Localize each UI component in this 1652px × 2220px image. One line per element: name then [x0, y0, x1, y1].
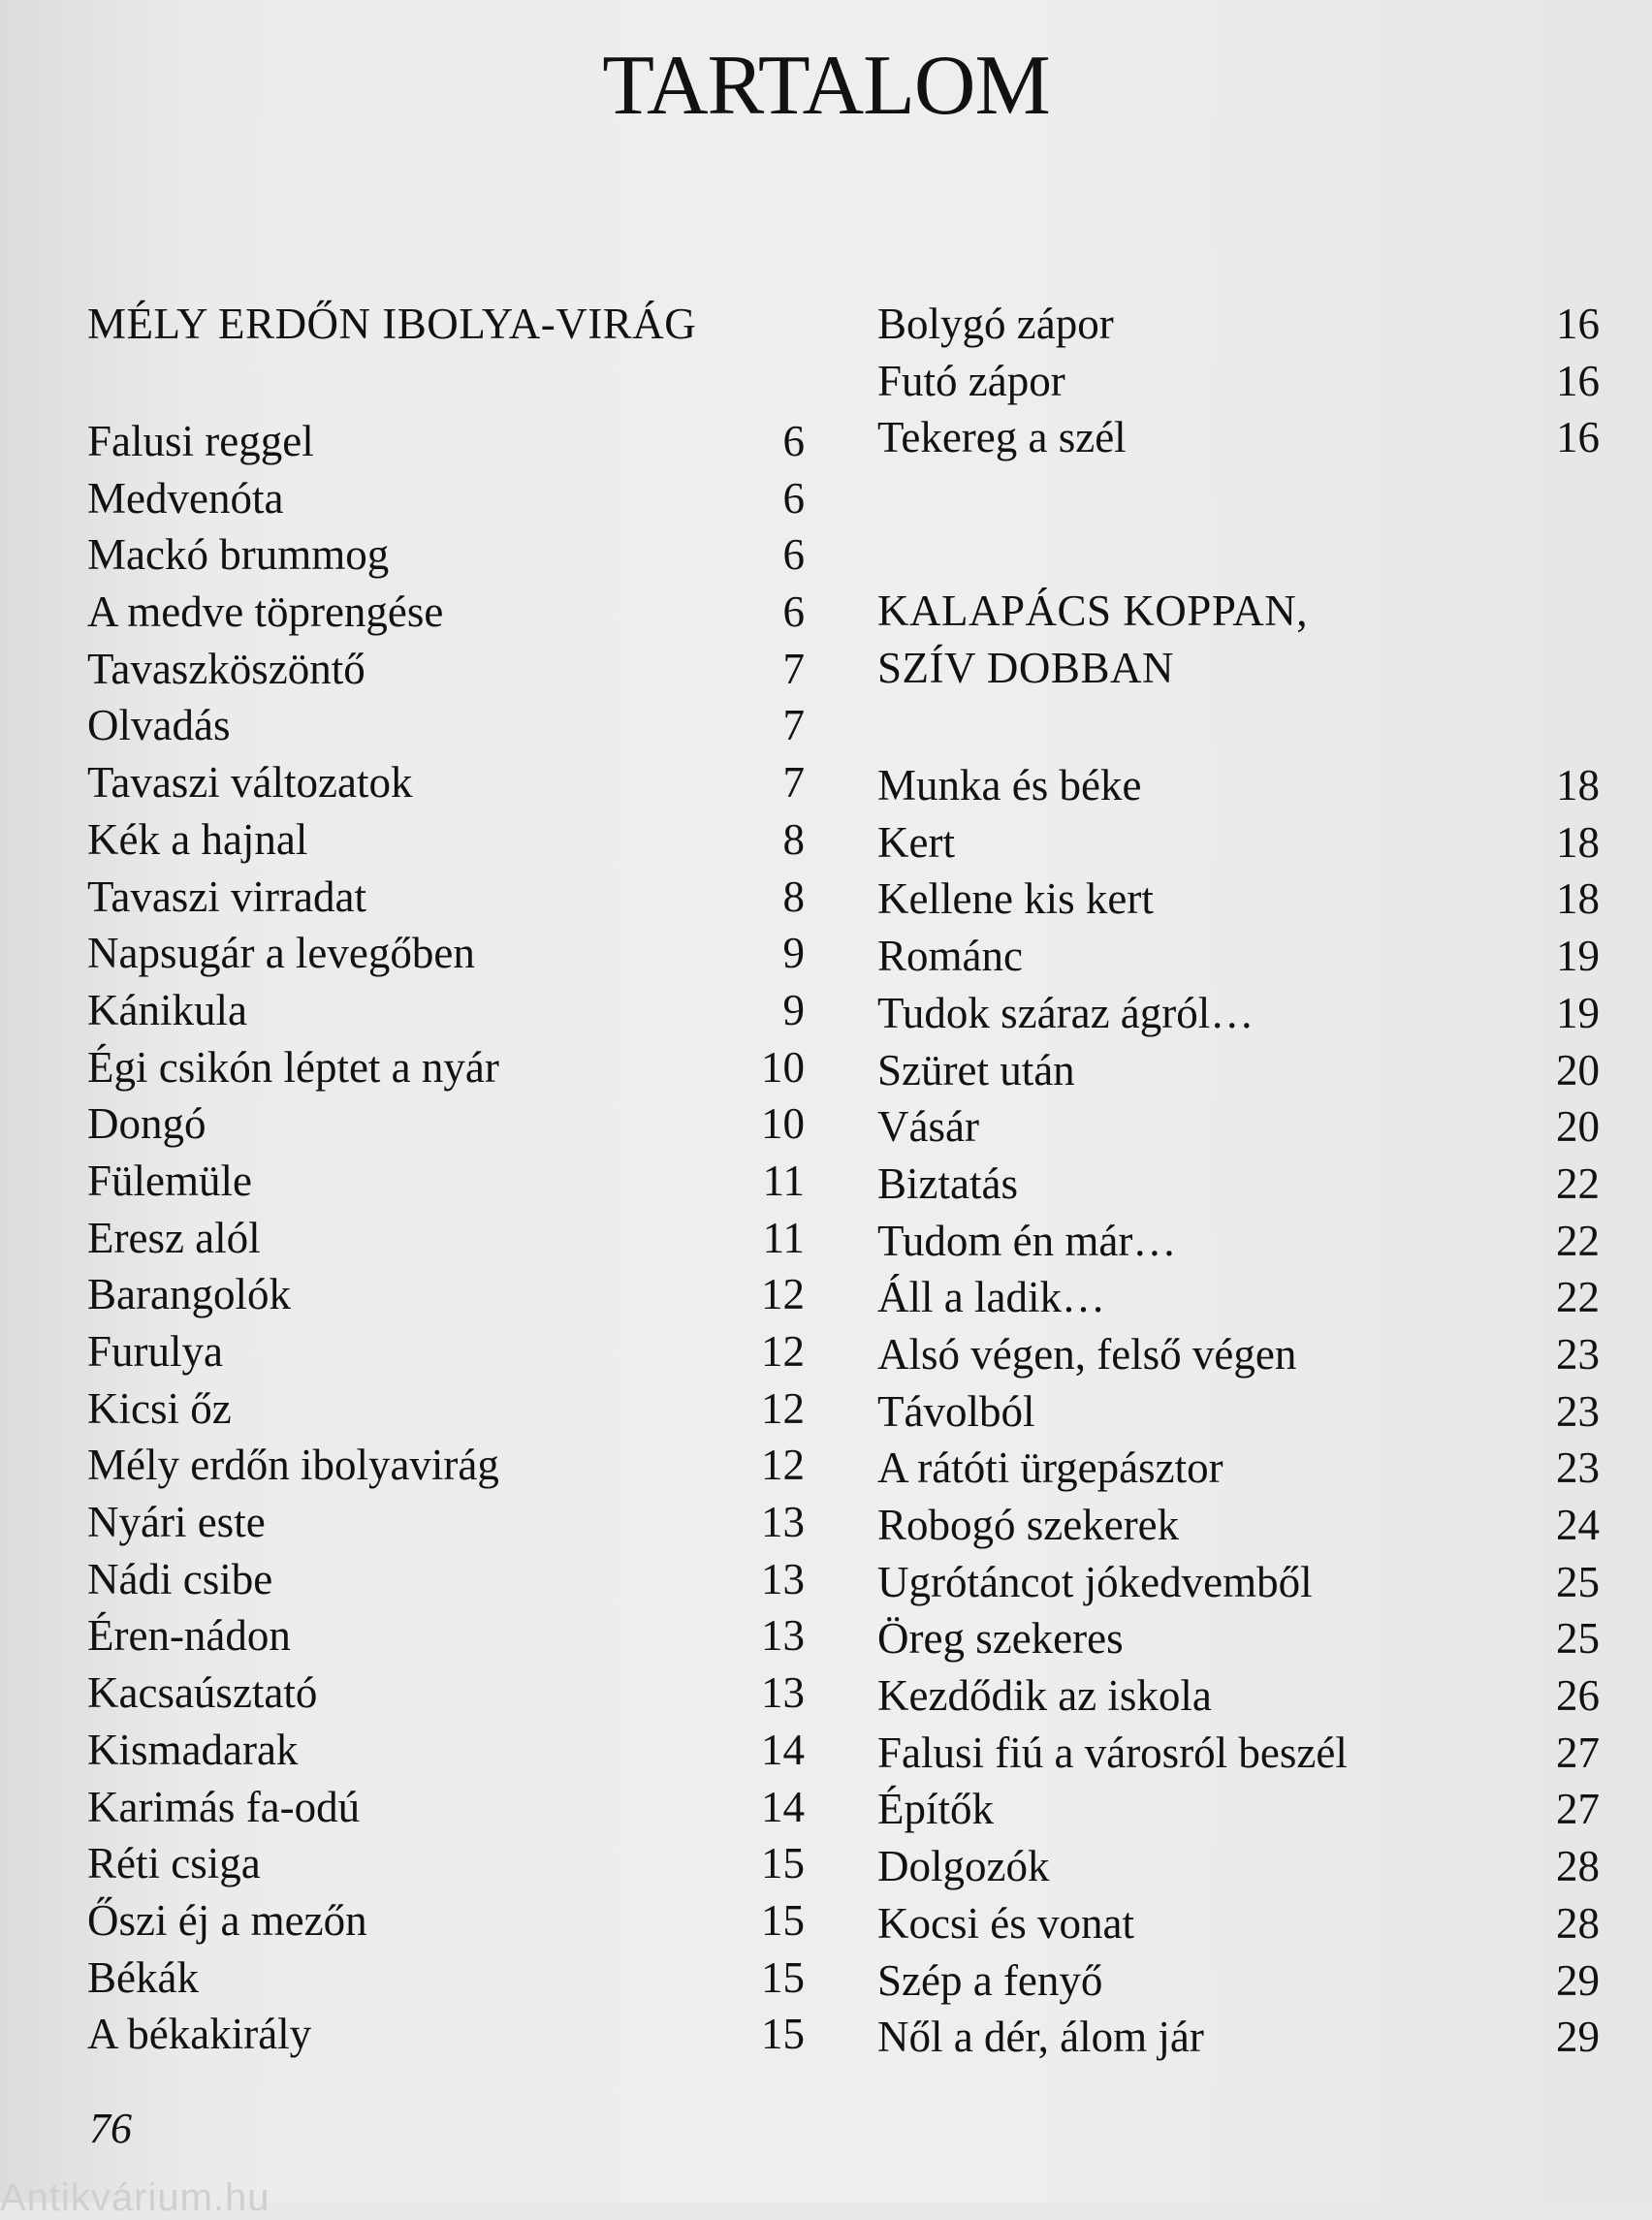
toc-entry — [87, 1210, 805, 1267]
toc-entry — [877, 409, 1600, 466]
toc-entry-page: 13 — [761, 1498, 805, 1547]
toc-entry-title: Építők — [877, 1785, 994, 1834]
toc-entry — [87, 1607, 805, 1665]
toc-entry — [87, 982, 805, 1039]
toc-entry — [87, 526, 805, 584]
toc-entry-page: 15 — [761, 1839, 805, 1888]
toc-entry-page: 12 — [761, 1270, 805, 1319]
toc-entry-page: 18 — [1556, 874, 1600, 924]
toc-entry — [877, 1326, 1600, 1383]
toc-entry — [87, 413, 805, 470]
toc-entry-title: Kocsi és vonat — [877, 1898, 1134, 1948]
toc-entry-title: A medve töprengése — [87, 587, 444, 637]
toc-entry — [877, 1098, 1600, 1156]
toc-entry-title: A békakirály — [87, 2010, 312, 2059]
toc-entry-title: A rátóti ürgepásztor — [877, 1443, 1223, 1493]
toc-entry-page: 19 — [1556, 932, 1600, 981]
toc-entry-page: 29 — [1556, 1955, 1600, 2005]
toc-entry-title: Robogó szekerek — [877, 1501, 1180, 1549]
toc-entry — [87, 1779, 805, 1836]
toc-entry — [87, 584, 805, 641]
toc-entry-title: Karimás fa-odú — [87, 1782, 361, 1831]
toc-entry-page: 16 — [1556, 300, 1600, 348]
toc-entry-page: 29 — [1556, 2013, 1600, 2062]
toc-entry-title: Nádi csibe — [87, 1554, 273, 1603]
toc-entry-page: 7 — [782, 758, 805, 808]
toc-entry-title: Tekereg a szél — [877, 413, 1127, 462]
toc-left-column — [87, 296, 805, 2063]
toc-entry — [877, 814, 1600, 872]
toc-entry-title: Kicsi őz — [87, 1383, 232, 1433]
toc-entry-page: 22 — [1556, 1158, 1600, 1208]
toc-entry — [877, 928, 1600, 985]
toc-entry-page: 15 — [761, 2010, 805, 2059]
toc-entry-title: Tavaszi változatok — [87, 758, 413, 808]
toc-entry-title: Fülemüle — [87, 1156, 252, 1205]
toc-entry-title: Réti csiga — [87, 1839, 261, 1888]
toc-entry-page: 8 — [782, 872, 805, 921]
toc-entry-page: 23 — [1556, 1386, 1600, 1436]
toc-entry-page: 16 — [1556, 356, 1600, 405]
toc-entry-title: Kellene kis kert — [877, 874, 1154, 924]
toc-entry-page: 28 — [1556, 1842, 1600, 1891]
toc-entry-title: Kánikula — [87, 985, 247, 1034]
toc-entry — [877, 1440, 1600, 1497]
toc-entry-title: Biztatás — [877, 1158, 1018, 1208]
toc-entry-page: 6 — [782, 530, 805, 580]
toc-entry-page: 27 — [1556, 1785, 1600, 1834]
toc-entry — [87, 1892, 805, 1950]
toc-entry-title: Mély erdőn ibolyavirág — [87, 1441, 499, 1490]
toc-entry — [877, 296, 1600, 353]
toc-entry-title: Dongó — [87, 1099, 206, 1149]
toc-entry-page: 18 — [1556, 817, 1600, 867]
toc-entry-page: 14 — [761, 1782, 805, 1831]
toc-entry-title: Kismadarak — [87, 1725, 299, 1774]
toc-entry — [87, 697, 805, 754]
toc-entry-title: Falusi reggel — [87, 417, 314, 465]
toc-entry — [877, 1895, 1600, 1952]
toc-entry — [877, 1952, 1600, 2010]
toc-entry-title: Vásár — [877, 1102, 979, 1152]
toc-entry — [87, 1266, 805, 1323]
toc-entry — [87, 1323, 805, 1380]
toc-entry-title: Ugrótáncot jókedvemből — [877, 1557, 1313, 1606]
toc-entry-title: Kezdődik az iskola — [877, 1671, 1212, 1721]
toc-entry-page: 23 — [1556, 1329, 1600, 1379]
toc-entry — [877, 1497, 1600, 1554]
toc-entry-page: 20 — [1556, 1045, 1600, 1094]
toc-list-right-top — [877, 296, 1600, 466]
toc-entry-title: Alsó végen, felső végen — [877, 1329, 1297, 1379]
toc-entry-page: 28 — [1556, 1898, 1600, 1948]
toc-entry — [877, 871, 1600, 928]
toc-entry-page: 20 — [1556, 1102, 1600, 1152]
toc-entry-page: 13 — [761, 1554, 805, 1603]
toc-entry-page: 7 — [782, 701, 805, 750]
toc-entry-title: Kék a hajnal — [87, 814, 308, 864]
toc-entry-page: 9 — [782, 985, 805, 1034]
toc-entry-title: Tavaszi virradat — [87, 872, 366, 921]
toc-entry-page: 12 — [761, 1383, 805, 1433]
toc-entry — [87, 1835, 805, 1892]
toc-entry — [877, 1781, 1600, 1838]
toc-entry — [877, 985, 1600, 1042]
toc-entry — [877, 1610, 1600, 1667]
toc-entry-page: 9 — [782, 929, 805, 978]
toc-entry — [877, 353, 1600, 410]
toc-entry-title: Futó zápor — [877, 356, 1065, 405]
toc-entry-title: Furulya — [87, 1327, 223, 1376]
toc-entry — [877, 1725, 1600, 1782]
toc-entry-title: Áll a ladik… — [877, 1273, 1105, 1322]
toc-entry-title: Nől a dér, álom jár — [877, 2013, 1204, 2062]
toc-entry-page: 22 — [1556, 1216, 1600, 1265]
toc-entry — [877, 1838, 1600, 1895]
toc-list-right — [877, 757, 1600, 2066]
toc-entry-page: 6 — [782, 473, 805, 523]
toc-entry-page: 12 — [761, 1327, 805, 1376]
toc-entry-title: Békák — [87, 1952, 199, 2002]
section-heading-right-line2: SZÍV DOBBAN — [877, 644, 1174, 693]
toc-entry-page: 10 — [761, 1099, 805, 1149]
toc-entry — [877, 1383, 1600, 1441]
toc-entry — [87, 1950, 805, 2007]
toc-entry-page: 6 — [782, 587, 805, 637]
toc-entry-title: Munka és béke — [877, 761, 1142, 810]
toc-entry-title: Szép a fenyő — [877, 1955, 1103, 2005]
toc-right-column — [877, 296, 1600, 2066]
toc-entry-page: 16 — [1556, 413, 1600, 462]
toc-entry-title: Éren-nádon — [87, 1611, 291, 1661]
toc-entry-page: 25 — [1556, 1614, 1600, 1664]
toc-entry-page: 6 — [782, 417, 805, 465]
toc-entry-title: Medvenóta — [87, 473, 284, 523]
toc-entry-page: 12 — [761, 1441, 805, 1490]
toc-entry-title: Tudok száraz ágról… — [877, 988, 1255, 1037]
toc-entry — [87, 641, 805, 698]
toc-entry-title: Öreg szekeres — [877, 1614, 1124, 1664]
toc-entry — [877, 1269, 1600, 1326]
toc-entry — [87, 1095, 805, 1153]
toc-entry-page: 26 — [1556, 1671, 1600, 1721]
toc-entry — [877, 1667, 1600, 1725]
toc-entry — [87, 754, 805, 811]
toc-entry — [87, 1437, 805, 1494]
toc-entry — [87, 925, 805, 982]
toc-entry-title: Barangolók — [87, 1270, 291, 1319]
toc-entry-page: 11 — [762, 1213, 805, 1262]
toc-entry — [877, 2009, 1600, 2066]
toc-entry-page: 27 — [1556, 1728, 1600, 1777]
section-heading-right-line1: KALAPÁCS KOPPAN, — [877, 587, 1308, 636]
toc-entry-page: 7 — [782, 644, 805, 693]
toc-entry-page: 13 — [761, 1611, 805, 1661]
toc-entry-title: Olvadás — [87, 701, 231, 750]
toc-entry-page: 25 — [1556, 1557, 1600, 1606]
toc-entry-page: 14 — [761, 1725, 805, 1774]
toc-entry — [87, 1722, 805, 1779]
toc-entry-title: Románc — [877, 932, 1023, 981]
toc-entry-page: 19 — [1556, 988, 1600, 1037]
toc-entry — [87, 1153, 805, 1210]
toc-entry — [87, 869, 805, 926]
toc-entry — [87, 1665, 805, 1722]
toc-entry-page: 18 — [1556, 761, 1600, 810]
toc-entry-title: Napsugár a levegőben — [87, 929, 475, 978]
toc-entry — [877, 1213, 1600, 1270]
toc-entry-page: 23 — [1556, 1443, 1600, 1493]
toc-entry-title: Égi csikón léptet a nyár — [87, 1042, 499, 1092]
page-title: TARTALOM — [602, 39, 1050, 133]
toc-list-left — [87, 413, 805, 2063]
page-number: 76 — [89, 2105, 132, 2152]
section-heading-left: MÉLY ERDŐN IBOLYA-VIRÁG — [87, 300, 697, 348]
watermark: Antikvárium.hu — [0, 2176, 270, 2219]
toc-entry-page: 11 — [762, 1156, 805, 1205]
toc-entry-page: 8 — [782, 814, 805, 864]
toc-entry — [87, 470, 805, 527]
toc-entry-page: 15 — [761, 1895, 805, 1945]
toc-entry — [87, 811, 805, 869]
toc-entry-title: Szüret után — [877, 1045, 1075, 1094]
toc-entry-title: Tudom én már… — [877, 1216, 1177, 1265]
toc-entry-title: Eresz alól — [87, 1213, 261, 1262]
toc-entry — [87, 1380, 805, 1438]
toc-entry — [87, 1551, 805, 1608]
toc-entry-title: Tavaszköszöntő — [87, 644, 365, 693]
toc-entry-title: Kert — [877, 817, 955, 867]
toc-entry-title: Távolból — [877, 1386, 1035, 1436]
toc-entry — [877, 1554, 1600, 1611]
toc-entry — [87, 1494, 805, 1551]
toc-entry-page: 10 — [761, 1042, 805, 1092]
toc-entry — [877, 757, 1600, 814]
toc-entry-page: 13 — [761, 1668, 805, 1718]
toc-entry-title: Falusi fiú a városról beszél — [877, 1728, 1348, 1777]
toc-entry — [87, 1039, 805, 1096]
toc-entry-title: Őszi éj a mezőn — [87, 1895, 367, 1945]
toc-entry — [877, 1042, 1600, 1099]
toc-entry-title: Kacsaúsztató — [87, 1668, 318, 1718]
toc-entry-title: Dolgozók — [877, 1842, 1050, 1891]
toc-entry — [877, 1156, 1600, 1213]
toc-entry-title: Nyári este — [87, 1498, 266, 1547]
toc-entry-page: 15 — [761, 1952, 805, 2002]
toc-entry-title: Mackó brummog — [87, 530, 390, 580]
toc-entry — [87, 2006, 805, 2063]
toc-entry-title: Bolygó zápor — [877, 300, 1114, 348]
toc-entry-page: 24 — [1556, 1501, 1600, 1549]
toc-entry-page: 22 — [1556, 1273, 1600, 1322]
